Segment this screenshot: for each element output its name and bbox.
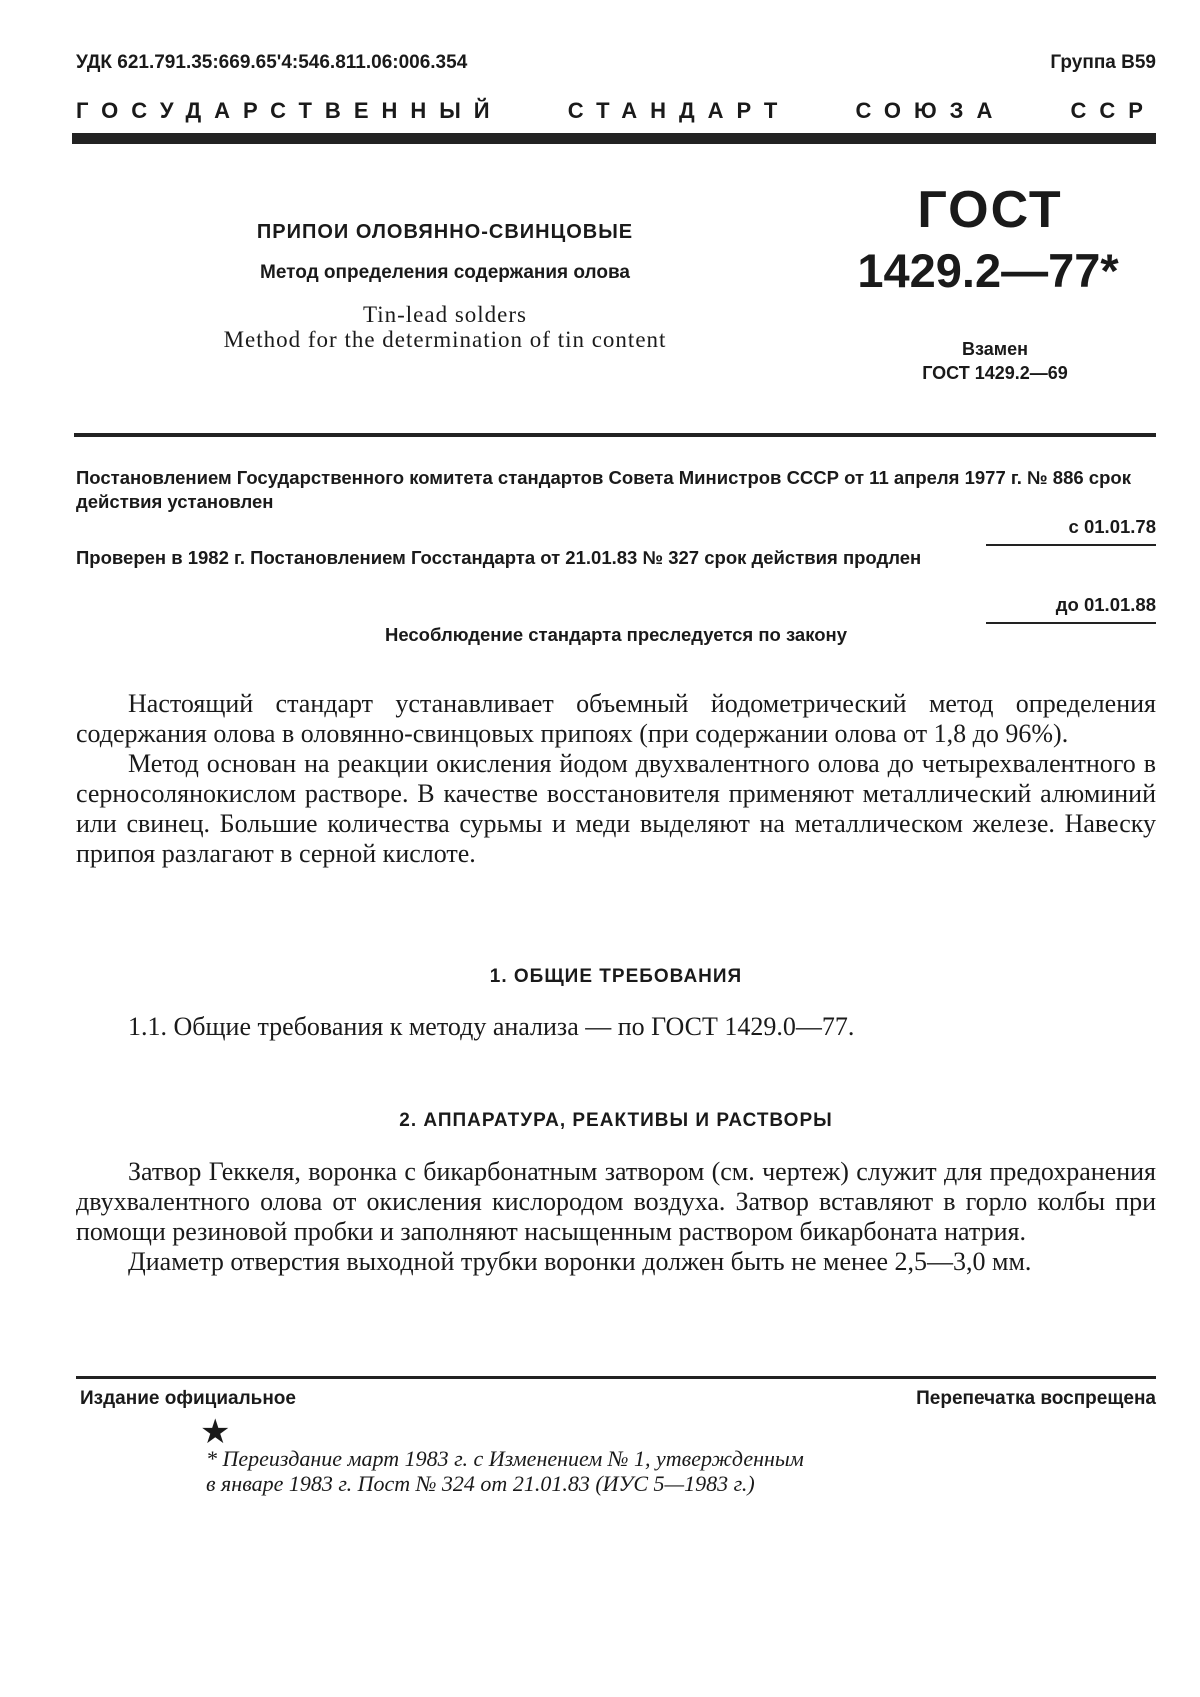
- state-standard-banner: [76, 98, 1156, 124]
- section-2-body: [76, 1157, 1156, 1277]
- effective-until-date: до 01.01.88: [986, 594, 1156, 624]
- effective-from-date: с 01.01.78: [986, 516, 1156, 546]
- english-title-line: Tin-lead solders: [362, 302, 527, 327]
- gost-number: 1429.2—77*: [857, 244, 1119, 297]
- banner-word: СТАНДАРТ: [567, 98, 791, 123]
- banner-word: СОЮЗА: [855, 98, 1006, 123]
- official-edition: Издание официальное: [80, 1388, 296, 1409]
- banner-word: ГОСУДАРСТВЕННЫЙ: [76, 98, 503, 123]
- decree-text: Постановлением Государственного комитета стандартов Совета Министров СССР от 11 апреля 1977 г. № 886 срок действия установлен: [76, 467, 1131, 512]
- reissue-line: * Переиздание март 1983 г. с Изменением № 1, утвержденным: [206, 1446, 804, 1471]
- udc-code: УДК 621.791.35:669.65'4:546.811.06:006.354: [76, 52, 468, 73]
- document-title: ПРИПОИ ОЛОВЯННО-СВИНЦОВЫЕ: [256, 221, 634, 243]
- star-icon: ★: [200, 1414, 231, 1451]
- law-notice: Несоблюдение стандарта преследуется по закону: [384, 624, 847, 645]
- paragraph: Затвор Геккеля, воронка с бикарбонатным затвором (см. чертеж) служит для предохранения двухвалентного олова от окисления кислородом воздуха. Затвор вставляют в горло колбы при помощи резиновой пробки и заполняют насыщенным раствором бикарбоната натрия.: [76, 1157, 1156, 1246]
- section-heading: 2. АППАРАТУРА, РЕАКТИВЫ И РАСТВОРЫ: [399, 1110, 833, 1131]
- section-rule: [74, 433, 1156, 437]
- section-1-body: [76, 1012, 1156, 1042]
- replaces-value: ГОСТ 1429.2—69: [922, 363, 1068, 383]
- paragraph: Диаметр отверстия выходной трубки воронки должен быть не менее 2,5—3,0 мм.: [128, 1247, 1032, 1276]
- checked-text: Проверен в 1982 г. Постановлением Госстандарта от 21.01.83 № 327 срок действия продлен: [76, 547, 922, 568]
- replaces-label: Взамен: [962, 339, 1028, 359]
- section-heading: 1. ОБЩИЕ ТРЕБОВАНИЯ: [489, 966, 743, 987]
- paragraph: Настоящий стандарт устанавливает объемный йодометрический метод определения содержания олова в оловянно-свинцовых припоях (при содержании олова от 1,8 до 96%).: [76, 689, 1156, 748]
- footer-rule: [76, 1376, 1156, 1379]
- reprint-notice: Перепечатка воспрещена: [916, 1388, 1156, 1409]
- paragraph: 1.1. Общие требования к методу анализа — по ГОСТ 1429.0—77.: [128, 1012, 855, 1041]
- header-rule: [72, 133, 1156, 144]
- reissue-note: [206, 1446, 804, 1496]
- paragraph: Метод основан на реакции окисления йодом двухвалентного олова до четырехвалентного в серносолянокислом растворе. В качестве восстановителя применяют металлический алюминий или свинец. Большие количества сурьмы и меди выделяют на металлическом железе. Навеску припоя разлагают в серной кислоте.: [76, 749, 1156, 868]
- gost-label: ГОСТ: [917, 181, 1063, 239]
- document-subtitle: Метод определения содержания олова: [260, 262, 630, 283]
- replaces-block: [880, 337, 1110, 385]
- intro-section: [76, 689, 1156, 869]
- english-title: [150, 302, 740, 352]
- reissue-line: в январе 1983 г. Пост № 324 от 21.01.83 (ИУС 5—1983 г.): [206, 1471, 755, 1496]
- banner-word: ССР: [1070, 98, 1156, 123]
- english-title-line: Method for the determination of tin content: [223, 327, 667, 352]
- group-code: Группа В59: [1050, 52, 1156, 73]
